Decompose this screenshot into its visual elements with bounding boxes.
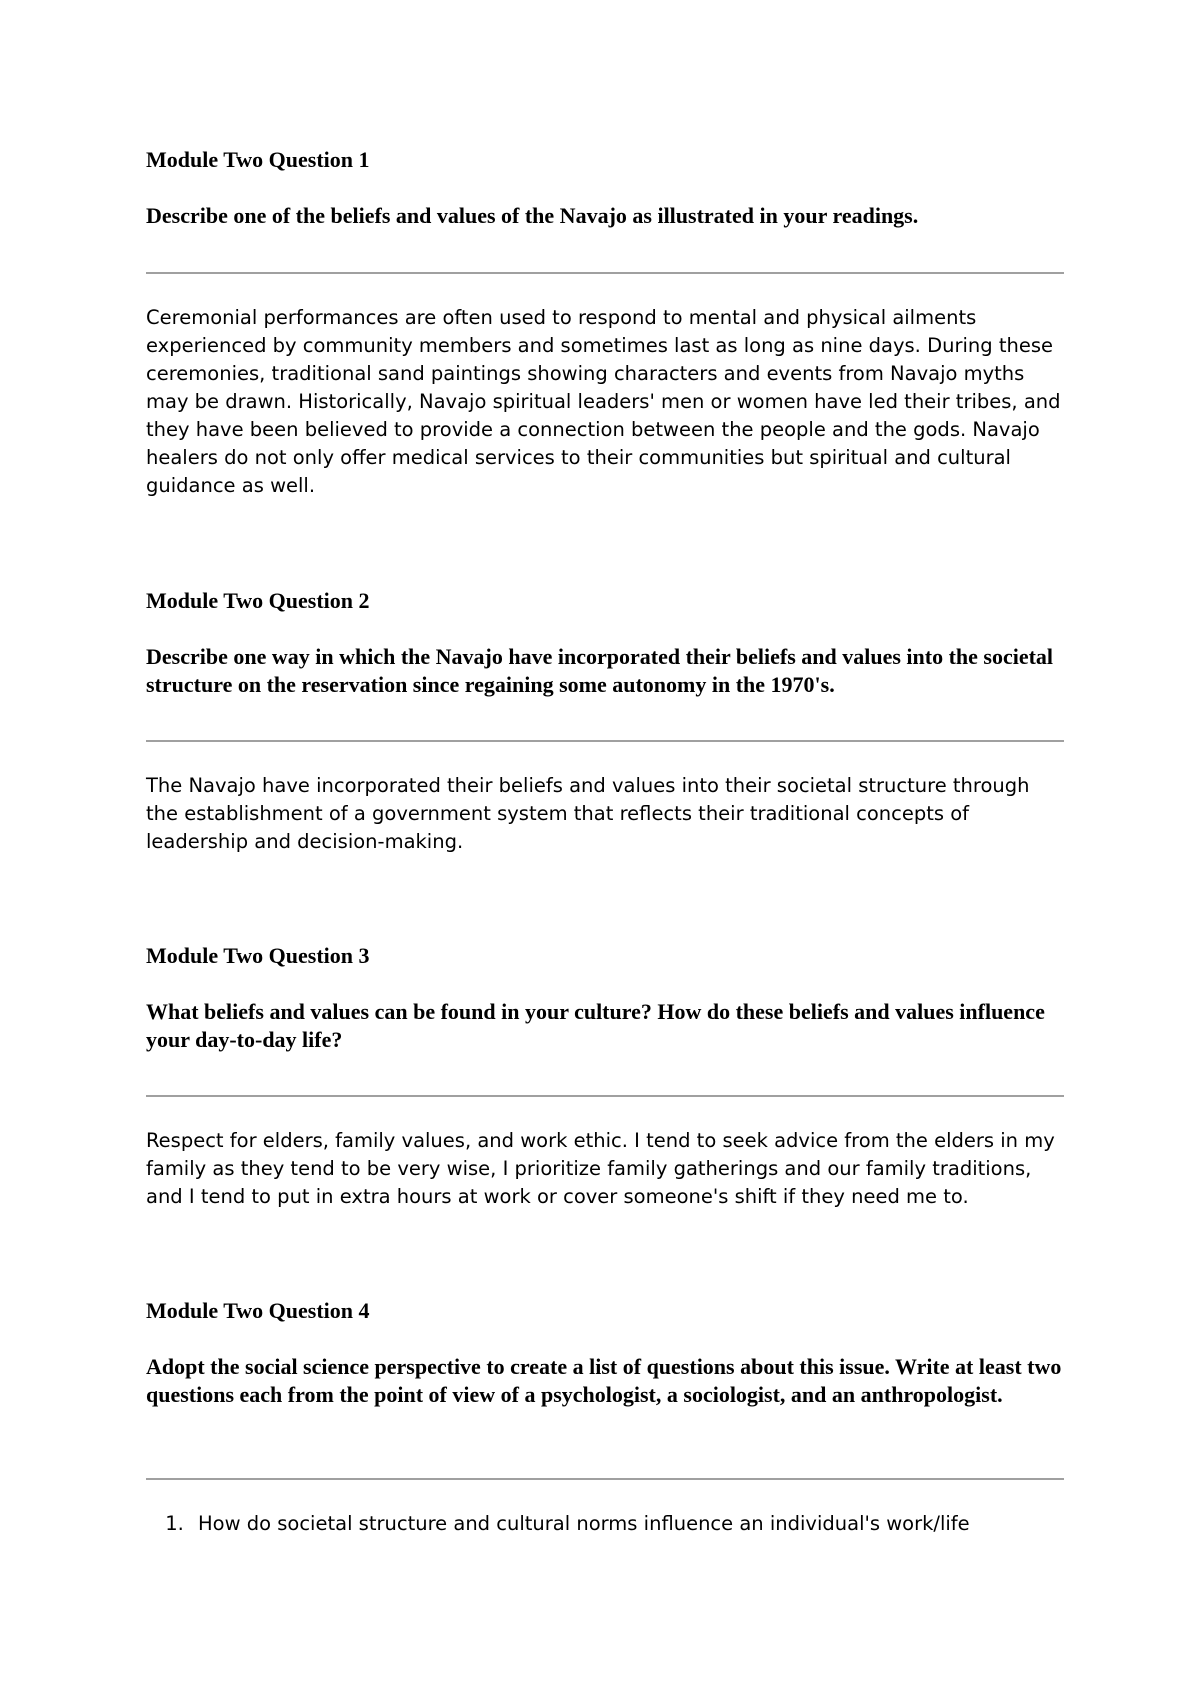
question-prompt: Adopt the social science perspective to create a list of questions about this issue. Write at least two questions each from the point of view of a psychologist, a sociologist, and an anthropologist.	[146, 1354, 1062, 1407]
answer-text: Respect for elders, family values, and work ethic. I tend to seek advice from the elders in my family as they tend to be very wise, I prioritize family gatherings and our family traditions, and I tend to put in extra hours at work or cover someone's shift if they need me to.	[146, 1129, 1055, 1208]
question-prompt: What beliefs and values can be found in your culture? How do these beliefs and values influence your day-to-day life?	[146, 999, 1045, 1052]
question-section-2	[146, 587, 1064, 853]
answer-list	[146, 1510, 1064, 1538]
question-prompt: Describe one of the beliefs and values of the Navajo as illustrated in your readings.	[146, 203, 919, 228]
question-section-3	[146, 942, 1064, 1208]
divider	[146, 740, 1064, 742]
question-heading: Module Two Question 1	[146, 147, 370, 172]
divider	[146, 272, 1064, 274]
question-heading: Module Two Question 3	[146, 943, 370, 968]
divider	[146, 1478, 1064, 1480]
answer-text: The Navajo have incorporated their beliefs and values into their societal structure through the establishment of a government system that reflects their traditional concepts of leadership and decision-making.	[146, 774, 1030, 853]
question-section-1	[146, 146, 1064, 497]
question-section-4	[146, 1297, 1064, 1535]
question-heading: Module Two Question 4	[146, 1298, 370, 1323]
question-heading: Module Two Question 2	[146, 588, 370, 613]
question-prompt: Describe one way in which the Navajo have incorporated their beliefs and values into the societal structure on the reservation since regaining some autonomy in the 1970's.	[146, 644, 1054, 697]
list-item: 1. How do societal structure and cultural norms influence an individual's work/life	[190, 1510, 1064, 1538]
answer-text: Ceremonial performances are often used to respond to mental and physical ailments experienced by community members and sometimes last as long as nine days. During these ceremonies, traditional sand paintings showing characters and events from Navajo myths may be drawn. Historically, Navajo spiritual leaders' men or women have led their tribes, and they have been believed to provide a connection between the people and the gods. Navajo healers do not only offer medical services to their communities but spiritual and cultural guidance as well.	[146, 306, 1061, 497]
divider	[146, 1095, 1064, 1097]
